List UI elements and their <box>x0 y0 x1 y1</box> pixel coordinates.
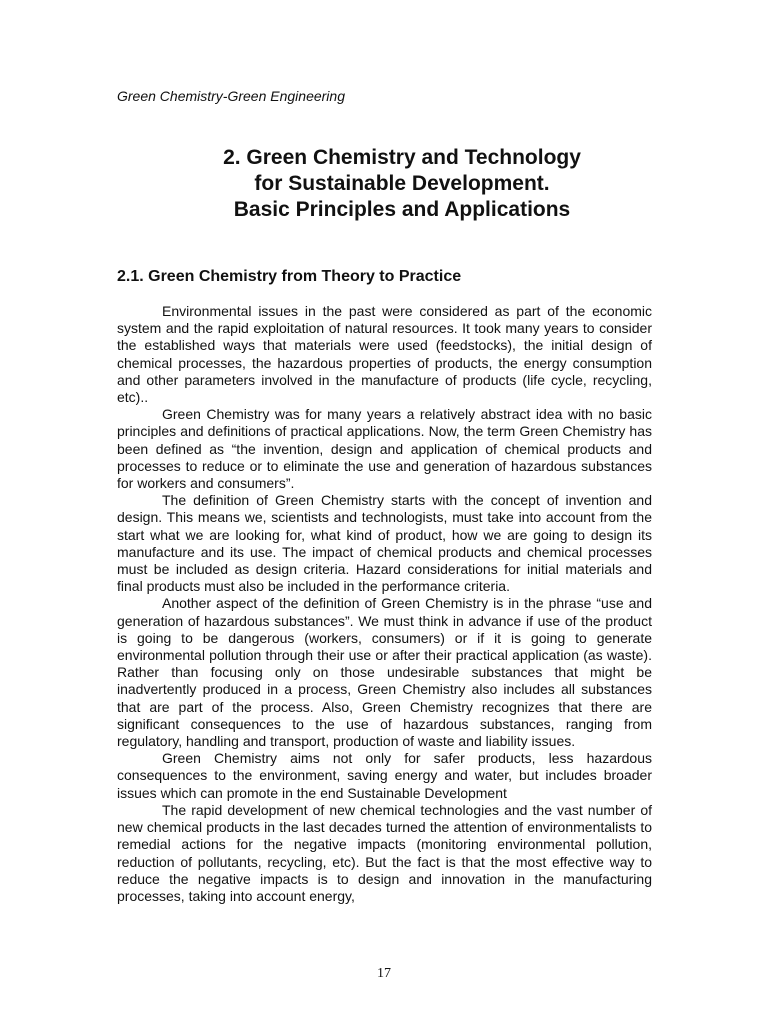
section-heading: 2.1. Green Chemistry from Theory to Practice <box>117 268 462 285</box>
chapter-title-line-2: for Sustainable Development. <box>254 172 550 195</box>
paragraph-4: Another aspect of the definition of Green Chemistry is in the phrase “use and generation of hazardous substances”. We must think in advance if use of the product is going to be dangerous (workers, consumers) or if it is going to generate environmental pollution through their use or after their practical application (as waste). Rather than focusing only on those undesirable substances that might be inadvertently produced in a process, Green Chemistry also includes all substances that are part of the process. Also, Green Chemistry recognizes that there are significant consequences to the use of hazardous substances, ranging from regulatory, handling and transport, production of waste and liability issues. <box>117 595 652 750</box>
chapter-title <box>117 145 687 223</box>
body-text <box>117 303 652 905</box>
paragraph-5: Green Chemistry aims not only for safer products, less hazardous consequences to the environment, saving energy and water, but includes broader issues which can promote in the end Sustainable Development <box>117 750 652 801</box>
running-header: Green Chemistry-Green Engineering <box>117 88 345 104</box>
paragraph-3: The definition of Green Chemistry starts with the concept of invention and design. This means we, scientists and technologists, must take into account from the start what we are looking for, what kind of product, how we are going to design its manufacture and its use. The impact of chemical products and chemical processes must be included as design criteria. Hazard considerations for initial materials and final products must also be included in the performance criteria. <box>117 492 652 595</box>
paragraph-2: Green Chemistry was for many years a relatively abstract idea with no basic principles and definitions of practical applications. Now, the term Green Chemistry has been defined as “the invention, design and application of chemical products and processes to reduce or to eliminate the use and generation of hazardous substances for workers and consumers”. <box>117 406 652 492</box>
chapter-title-line-1: 2. Green Chemistry and Technology <box>223 146 581 169</box>
paragraph-6: The rapid development of new chemical technologies and the vast number of new chemical products in the last decades turned the attention of environmentalists to remedial actions for the negative impacts (monitoring environmental pollution, reduction of pollutants, recycling, etc). But the fact is that the most effective way to reduce the negative impacts is to design and innovation in the manufacturing processes, taking into account energy, <box>117 801 652 904</box>
paragraph-1: Environmental issues in the past were considered as part of the economic system and the rapid exploitation of natural resources. It took many years to consider the established ways that materials were used (feedstocks), the initial design of chemical processes, the hazardous properties of products, the energy consumption and other parameters involved in the manufacture of products (life cycle, recycling, etc).. <box>117 303 652 406</box>
chapter-title-line-3: Basic Principles and Applications <box>233 198 571 221</box>
page-number: 17 <box>377 966 391 981</box>
